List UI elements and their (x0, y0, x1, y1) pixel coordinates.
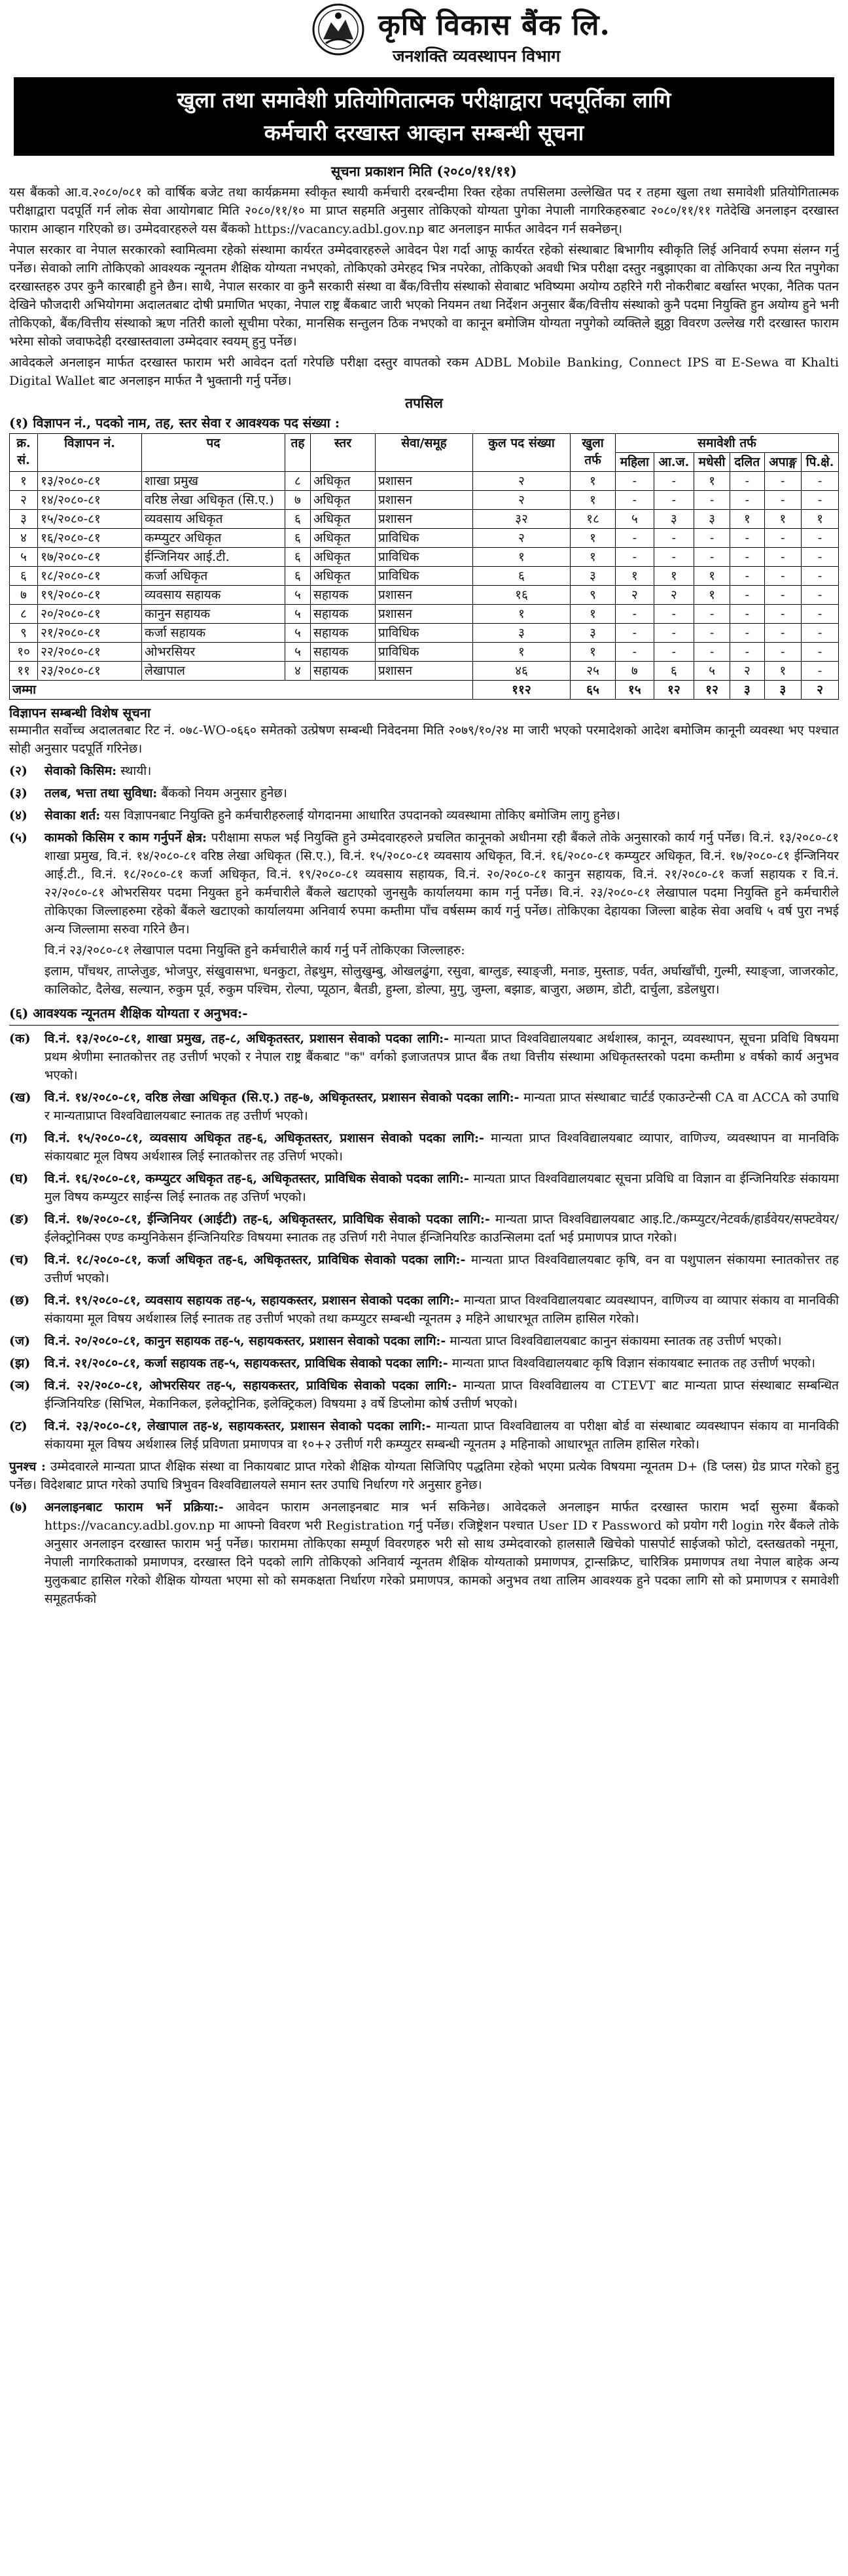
table-cell: - (730, 605, 764, 624)
table-cell: व्यवसाय सहायक (142, 586, 285, 605)
table-cell: ६ (654, 662, 694, 681)
table-cell: - (654, 548, 694, 567)
table-cell: प्राविधिक (376, 548, 473, 567)
table-cell: २ (654, 586, 694, 605)
table-cell: - (616, 605, 654, 624)
table-cell: - (694, 624, 730, 643)
total-cell: १५ (616, 681, 654, 700)
table-cell: २३/२०८०-८१ (38, 662, 142, 681)
total-cell: १२ (694, 681, 730, 700)
table-cell: १ (694, 586, 730, 605)
service-term-item-label: तलब, भत्ता तथा सुविधा: (44, 786, 158, 800)
table-cell: - (654, 529, 694, 548)
table-cell: १ (571, 605, 616, 624)
table-row (10, 643, 839, 662)
table-cell: - (730, 529, 764, 548)
qualification-item-label: वि.नं. १८/२०८०-८१, कर्जा अधिकृत तह-६, अधिकृतस्तर, प्राविधिक सेवाको पदका लागि:- (44, 1253, 466, 1267)
table-cell: १३/२०८०-८१ (38, 472, 142, 491)
qualification-item-text: मान्यता प्राप्त विश्वविद्यालयबाट व्यवस्थापन, वाणिज्य वा व्यापार संकाय वा मानविकी संकायमा मूल विषय अर्थशास्त्र लिई स्नातक तह उत्तीर्ण भएको तथा कम्प्युटर सम्बन्धी न्यूनतम ३ महिने आधारभूत तालिम हासिल गरेको। (44, 1293, 839, 1326)
intro-paragraph: नेपाल सरकार वा नेपाल सरकारको स्वामित्वमा रहेको संस्थामा कार्यरत उम्मेदवारहरुले आवेदन पेश गर्दा आफू कार्यरत रहेको संस्थाबाट बिभागीय स्वीकृति लिई अनिवार्य रुपमा संलग्न गर्नु पर्नेछ। सेवाको लागि तोकिएको आवश्यक न्यूनतम शैक्षिक योग्यता नभएको, तोकिएको उमेरहद भित्र नपरेका, तोकिएको अवधी भित्र परीक्षा दस्तुर नबुझाएका वा तोकिएका अन्य रित नपुगेका दरखास्तहरु उपर कुनै कारबाही हुने छैन। साथै, नेपाल सरकार वा कुनै सरकारी संस्था वा बैंक/वित्तीय संस्थाको सेवाबाट भविष्यमा अयोग्य ठहरिने गरी नोकरीबाट बर्खास्त भएका, नैतिक पतन देखिने फौजदारी अभियोगमा अदालतबाट दोषी प्रमाणित भएका, नेपाल राष्ट्र बैंकबाट जारी भएको नियमन तथा निर्देशन अनुसार बैंक/वित्तीय संस्थाको कुनै पदमा नियुक्ति हुन अयोग्य हुने भनी तोकिएको, बैंक/वित्तीय संस्थाको ऋण नतिरी कालो सूचीमा परेका, मानसिक सन्तुलन ठिक नभएको वा कानून बमोजिम योग्यता नपुगेको व्यक्तिले झुठ्ठा विवरण उल्लेख गरी दरखास्त फाराम भरेमा सोको जवाफदेही दरखास्तवाला उम्मेदवार स्वयम् हुनु पर्नेछ। (9, 243, 839, 349)
table-cell: - (764, 586, 802, 605)
table-cell: सहायक (311, 662, 376, 681)
table-cell: सहायक (311, 643, 376, 662)
service-term-item-number: (४) (9, 808, 27, 823)
table-cell: ९ (10, 624, 38, 643)
table-cell: प्राविधिक (376, 529, 473, 548)
district-note: वि.नं २३/२०८०-८१ लेखापाल पदमा नियुक्ति हुने कर्मचारीले कार्य गर्नु पर्ने तोकिएका जिल्लाहरु: (44, 943, 465, 957)
table-cell: - (654, 605, 694, 624)
table-row (10, 586, 839, 605)
table-cell: वरिष्ठ लेखा अधिकृत (सि.ए.) (142, 491, 285, 510)
notice-title-line2: कर्मचारी दरखास्त आव्हान सम्बन्धी सूचना (264, 120, 584, 145)
vacancy-table-body (10, 472, 839, 700)
table-cell: - (654, 643, 694, 662)
section-1-title: विज्ञापन नं., पदको नाम, तह, स्तर सेवा र आवश्यक पद संख्या : (33, 415, 340, 431)
total-cell: २ (802, 681, 839, 700)
table-cell: ईन्जिनियर आई.टी. (142, 548, 285, 567)
table-cell: २ (616, 586, 654, 605)
table-cell: २ (473, 529, 571, 548)
table-cell: प्रशासन (376, 662, 473, 681)
table-row (10, 529, 839, 548)
table-cell: ६ (285, 510, 311, 529)
table-cell: व्यवसाय अधिकृत (142, 510, 285, 529)
bank-logo-icon (311, 3, 365, 56)
service-term-item-text: परीक्षामा सफल भई नियुक्ति हुने उम्मेदवारहरुले प्रचलित कानूनको अधीनमा रही बैंकले तोके अनुसारको कार्य गर्नु पर्नेछ। वि.नं. १३/२०८०-८१ शाखा प्रमुख, वि.नं. १४/२०८०-८१ वरिष्ठ लेखा अधिकृत (सि.ए.), वि.नं. १५/२०८०-८१ व्यवसाय अधिकृत, वि.नं. १६/२०८०-८१ कम्प्युटर अधिकृत, वि.नं. १७/२०८०-८१ ईन्जिनियर आई.टी., वि.नं. १८/२०८०-८१ कर्जा अधिकृत, वि.नं. १९/२०८०-८१ व्यवसाय सहायक, वि.नं. २०/२०८०-८१ कानुन सहायक, वि.नं. २१/२०८०-८१ कर्जा सहायक र वि.नं. २२/२०८०-८१ ओभरसियर पदमा नियुक्त हुने कर्मचारीले बैंकले खटाएको जुनसुकै कार्यालयमा काम गर्नु पर्नेछ। वि.नं. २३/२०८०-८१ लेखापाल पदमा नियुक्ति हुने कर्मचारीले तोकिएका जिल्लाहरुमा रहेको बैंकले खटाएको कार्यालयमा अनिवार्य रुपमा कम्तीमा पाँच वर्षसम्म कार्य गर्नु पर्नेछ। तोकिएका देहायका जिल्ला बाहेक सेवा अवधि ५ वर्ष पुरा नभई अन्य जिल्लामा सरुवा गरिने छैन। (44, 831, 839, 937)
table-cell: सहायक (311, 624, 376, 643)
table-cell: - (616, 643, 654, 662)
qualification-item (9, 1291, 839, 1328)
table-cell: ११ (10, 662, 38, 681)
qualification-item-text: मान्यता प्राप्त विश्वविद्यालयबाट कृषि विज्ञान संकायबाट स्नातक तह उत्तीर्ण भएको। (448, 1356, 816, 1370)
table-cell: प्राविधिक (376, 567, 473, 586)
qualification-item-text: मान्यता प्राप्त संस्थाबाट चार्टर्ड एकाउन्टेन्सी CA वा ACCA को उपाधि र मान्यताप्राप्त विश्वविद्यालयबाट स्नातक तह उत्तीर्ण भएको। (44, 1090, 839, 1123)
table-row (10, 662, 839, 681)
table-cell: प्रशासन (376, 586, 473, 605)
table-cell: - (802, 643, 839, 662)
table-row (10, 472, 839, 491)
footnote-label: पुनश्च : (9, 1459, 46, 1474)
service-term-item-label: सेवाका शर्त: (44, 808, 101, 823)
col-header-grade: स्तर (311, 434, 376, 472)
table-cell: - (802, 624, 839, 643)
qualification-item (9, 1210, 839, 1247)
table-cell: शाखा प्रमुख (142, 472, 285, 491)
table-row (10, 624, 839, 643)
table-cell: १५/२०८०-८१ (38, 510, 142, 529)
table-cell: - (764, 605, 802, 624)
col-header-post: पद (142, 434, 285, 472)
notice-title-line1: खुला तथा समावेशी प्रतियोगितात्मक परीक्षाद्वारा पदपूर्तिका लागि (177, 87, 671, 113)
table-cell: १ (694, 567, 730, 586)
table-cell: - (616, 472, 654, 491)
table-cell: - (802, 529, 839, 548)
qualification-item (9, 1417, 839, 1454)
qualifications-section (9, 1029, 839, 1454)
qualification-item-text: मान्यता प्राप्त विश्वविद्यालयबाट व्यापार, वाणिज्य, व्यवस्थापन वा मानविकि संकायबाट मूल विषय अर्थशास्त्र लिई स्नातकोत्तर तह उत्तिर्ण भएको। (44, 1131, 839, 1164)
service-term-item (9, 762, 839, 780)
table-cell: १० (10, 643, 38, 662)
section-7-label: अनलाइनबाट फाराम भर्ने प्रक्रिया:- (44, 1500, 224, 1514)
table-cell: - (764, 472, 802, 491)
table-cell: - (730, 472, 764, 491)
table-cell: ३ (10, 510, 38, 529)
col-header-inclusive-sub: अपाङ्ग (764, 453, 802, 472)
table-cell: ६ (473, 567, 571, 586)
table-cell: - (694, 548, 730, 567)
table-cell: - (764, 643, 802, 662)
col-header-total: कुल पद संख्या (473, 434, 571, 472)
intro-paragraph: आवेदकले अनलाइन मार्फत दरखास्त फाराम भरी आवेदन दर्ता गरेपछि परीक्षा दस्तुर वापतको रकम ADBL Mobile Banking, Connect IPS वा E-Sewa वा Khalti Digital Wallet बाट अनलाइन मार्फत नै भुक्तानी गर्नु पर्नेछ। (9, 355, 839, 388)
qualification-item-text: मान्यता प्राप्त विश्वविद्यालयबाट कृषि, वन वा पशुपालन संकायमा स्नातकोत्तर तह उत्तीर्ण भएको। (44, 1253, 839, 1285)
notice-title-banner (14, 77, 834, 156)
table-cell: ५ (616, 510, 654, 529)
table-cell: - (730, 548, 764, 567)
col-header-inclusive-sub: महिला (616, 453, 654, 472)
col-header-inclusive-sub: आ.ज. (654, 453, 694, 472)
table-cell: ३ (694, 510, 730, 529)
table-cell: ५ (285, 586, 311, 605)
table-cell: ३२ (473, 510, 571, 529)
qualification-item-number: (ग) (9, 1131, 28, 1145)
table-cell: १ (571, 491, 616, 510)
table-cell: - (694, 529, 730, 548)
table-cell: - (802, 548, 839, 567)
section-6-title: आवश्यक न्यूनतम शैक्षिक योग्यता र अनुभव:- (33, 1005, 248, 1021)
table-cell: सहायक (311, 605, 376, 624)
table-row (10, 548, 839, 567)
table-cell: - (730, 491, 764, 510)
table-cell: १ (764, 662, 802, 681)
table-cell: - (730, 567, 764, 586)
table-cell: १६/२०८०-८१ (38, 529, 142, 548)
table-cell: ५ (285, 605, 311, 624)
qualification-item-text: मान्यता प्राप्त विश्वविद्यालयबाट आइ.टि./कम्प्युटर/नेटवर्क/हार्डवेयर/सफ्टवेयर/ईलेक्ट्रोनिक्स एण्ड कम्युनिकेसन ईन्जिनियरिङ विषयमा स्नातक तह उत्तिर्ण गरी नेपाल ईन्जिनियरिङ काउन्सिलमा दर्ता भई प्रमाणपत्र प्राप्त गरेको। (44, 1212, 839, 1245)
service-term-item-text: बैंकको नियम अनुसार हुनेछ। (157, 786, 287, 800)
col-header-open: खुला तर्फ (571, 434, 616, 472)
table-cell: १६ (473, 586, 571, 605)
table-cell: - (654, 624, 694, 643)
table-cell: - (764, 624, 802, 643)
total-cell: १२ (654, 681, 694, 700)
table-cell: ३ (654, 510, 694, 529)
table-cell: ७ (10, 586, 38, 605)
qualification-item (9, 1354, 839, 1372)
table-cell: ६ (285, 548, 311, 567)
department-name: जनशक्ति व्यवस्थापन विभाग (393, 46, 561, 65)
table-cell: प्राविधिक (376, 624, 473, 643)
qualification-item-label: वि.नं. १९/२०८०-८१, व्यवसाय सहायक तह-५, सहायकस्तर, प्रशासन सेवाको पदका लागि:- (44, 1293, 460, 1308)
qualification-item-number: (ङ) (9, 1212, 29, 1226)
table-row (10, 605, 839, 624)
intro-section (9, 183, 839, 390)
table-cell: १ (571, 529, 616, 548)
qualification-item (9, 1088, 839, 1125)
table-cell: - (764, 529, 802, 548)
col-header-sn: क्र. सं. (10, 434, 38, 472)
col-header-service: सेवा/समूह (376, 434, 473, 472)
table-cell: - (802, 662, 839, 681)
qualification-item (9, 1129, 839, 1166)
footnote (9, 1458, 839, 1494)
col-header-level: तह (285, 434, 311, 472)
table-cell: अधिकृत (311, 548, 376, 567)
table-cell: - (802, 567, 839, 586)
table-cell: ८ (285, 472, 311, 491)
vacancy-table (9, 433, 839, 700)
service-term-item-number: (३) (9, 786, 27, 800)
table-cell: १ (764, 510, 802, 529)
section-1-number: (१) (9, 415, 29, 431)
table-cell: - (616, 491, 654, 510)
qualification-item-number: (क) (9, 1031, 31, 1046)
table-cell: २५ (571, 662, 616, 681)
table-cell: ६ (285, 529, 311, 548)
service-term-item (9, 806, 839, 825)
qualification-item-label: वि.नं. १६/२०८०-८१, कम्प्युटर अधिकृत तह-६, अधिकृतस्तर, प्राविधिक सेवाको पदका लागि:- (44, 1172, 469, 1186)
table-heading: तपसिल (405, 395, 443, 411)
table-cell: ३ (473, 624, 571, 643)
table-cell: - (802, 472, 839, 491)
table-cell: - (694, 643, 730, 662)
table-cell: - (764, 567, 802, 586)
table-cell: कानुन सहायक (142, 605, 285, 624)
table-cell: अधिकृत (311, 491, 376, 510)
service-term-item-text: यस विज्ञापनबाट नियुक्ति हुने कर्मचारीहरुलाई योगदानमा आधारित उपदानको व्यवस्थामा तोकिए बमोजिम लागु हुनेछ। (100, 808, 620, 823)
table-cell: - (730, 624, 764, 643)
table-cell: ४६ (473, 662, 571, 681)
service-term-item-number: (२) (9, 764, 27, 778)
table-cell: प्रशासन (376, 605, 473, 624)
section-6-heading (9, 1004, 839, 1022)
qualification-item-label: वि.नं. १७/२०८०-८१, ईन्जिनियर (आईटी) तह-६, अधिकृतस्तर, प्राविधिक सेवाको पदका लागि:- (44, 1212, 490, 1226)
table-cell: - (730, 643, 764, 662)
table-cell: प्रशासन (376, 472, 473, 491)
qualification-item-number: (च) (9, 1253, 29, 1267)
table-cell: - (654, 491, 694, 510)
table-cell: कर्जा अधिकृत (142, 567, 285, 586)
district-list: इलाम, पाँचथर, ताप्लेजुङ, भोजपुर, संखुवासभा, धनकुटा, तेह्रथुम, सोलुखुम्बु, ओखलढुंगा, रसुवा, बाग्लुङ, स्याङ्जी, मनाङ, मुस्ताङ, पर्वत, अर्घाखाँची, गुल्मी, स्याङ्जा, जाजरकोट, कालिकोट, दैलेख, सल्यान, रुकुम पूर्व, रुकुम पश्चिम, रोल्पा, प्यूठान, बैतडी, हुम्ला, डोल्पा, मुगु, जुम्ला, बझाङ, बाजुरा, अछाम, डोटी, दार्चुला, डडेलधुरा। (44, 964, 839, 997)
qualification-item-label: वि.नं. २२/२०८०-८१, ओभरसियर तह-५, सहायकस्तर, प्राविधिक सेवाको पदका लागि:- (44, 1378, 457, 1393)
table-cell: ५ (10, 548, 38, 567)
total-label: जम्मा (10, 681, 473, 700)
table-cell: १ (694, 472, 730, 491)
table-cell: २ (730, 662, 764, 681)
table-cell: अधिकृत (311, 510, 376, 529)
col-header-inclusive-sub: मधेसी (694, 453, 730, 472)
col-header-inclusive: समावेशी तर्फ (616, 434, 839, 453)
qualification-item-number: (ज) (9, 1334, 31, 1348)
table-cell: २ (10, 491, 38, 510)
table-cell: १ (473, 548, 571, 567)
footnote-text: उम्मेदवारले मान्यता प्राप्त शैक्षिक संस्था वा निकायबाट प्राप्त गरेको शैक्षिक योग्यता सिजिपिए पद्धतिमा रहेको भएमा प्रत्येक विषयमा न्यूनतम D+ (डि प्लस) ग्रेड प्राप्त गरेको हुनु पर्नेछ। विदेशबाट प्राप्त गरेको उपाधि त्रिभुवन विश्वविद्यालयले समान स्तर उपाधि निर्धारण गरे अनुसार हुनेछ। (9, 1459, 839, 1492)
total-cell: ११२ (473, 681, 571, 700)
table-cell: १ (473, 605, 571, 624)
qualification-item-label: वि.नं. १४/२०८०-८१, वरिष्ठ लेखा अधिकृत (सि.ए.) तह-७, अधिकृतस्तर, प्रशासन सेवाको पदका लागि:- (44, 1090, 520, 1105)
qualification-item (9, 1029, 839, 1084)
table-row (10, 567, 839, 586)
qualification-item-label: वि.नं. २१/२०८०-८१, कर्जा सहायक तह-५, सहायकस्तर, प्राविधिक सेवाको पदका लागि:- (44, 1356, 448, 1370)
qualification-item-text: मान्यता प्राप्त विश्वविद्यालयबाट सूचना प्रविधि वा विज्ञान वा ईन्जिनियरिङ संकायमा मुल विषय कम्प्युटर साईन्स लिई स्नातक तह उत्तिर्ण भएको। (44, 1172, 839, 1204)
qualification-item-number: (ञ) (9, 1378, 31, 1393)
table-cell: ७ (616, 662, 654, 681)
qualification-item-text: मान्यता प्राप्त विश्वविद्यालय वा परीक्षा बोर्ड वा संस्थाबाट व्यवस्थापन संकाय वा मानविकी संकायमा मूल विषय अर्थशास्त्र लिई प्रविणता प्रमाणपत्र वा १०+२ उत्तीर्ण गरी कम्प्युटर सम्बन्धी न्यूनतम ३ महिनाको आधारभूत तालिम हासिल गरेको। (44, 1419, 839, 1452)
qualification-item-label: वि.नं. २३/२०८०-८१, लेखापाल तह-४, सहायकस्तर, प्रशासन सेवाको पदका लागि:- (44, 1419, 431, 1433)
table-cell: १ (571, 472, 616, 491)
qualification-item-label: वि.नं. १५/२०८०-८१, व्यवसाय अधिकृत तह-६, अधिकृतस्तर, प्रशासन सेवाको पदका लागि:- (44, 1131, 484, 1145)
table-cell: २ (473, 472, 571, 491)
section-7-text: आवेदन फाराम अनलाइनबाट मात्र भर्न सकिनेछ। आवेदकले अनलाइन मार्फत दरखास्त फाराम भर्दा सुरुमा बैंकको https://vacancy.adbl.gov.np मा आफ्नो विवरण भरी Registration गर्नु पर्नेछ। रजिष्ट्रेशन पश्चात User ID र Password को प्रयोग गरी login गरेर बैंकले तोके अनुसार अनलाइन दरखास्त फाराम भर्नु पर्नेछ। फाराममा तोकिएका सम्पूर्ण विवरणहरु भरी सो साथ उम्मेदवारको हालसालै खिचेको पासपोर्ट साईजको फोटो, दस्तखतको नमूना, नेपाली नागरिकताको प्रमाणपत्र, दरखास्त दिने पदको लागि तोकिएको अनिवार्य न्यूनतम शैक्षिक योग्यताको प्रमाणपत्र, ट्रान्सक्रिप्ट, चारित्रिक प्रमाणपत्र तथा नेपाल बाहेक अन्य मुलुकबाट हासिल गरेको शैक्षिक योग्यता भएमा सो को समकक्षता निर्धारण गरेको प्रमाणपत्र, कामको अनुभव तथा तालिम आवश्यक हुने पदका लागि सो को प्रमाणपत्र र समावेशी समूहतर्फको (44, 1500, 839, 1606)
qualification-item-number: (झ) (9, 1356, 31, 1370)
section-7 (9, 1498, 839, 1608)
table-cell: १८ (571, 510, 616, 529)
qualification-item-number: (ट) (9, 1419, 27, 1433)
table-cell: प्रशासन (376, 491, 473, 510)
col-header-inclusive-sub: दलित (730, 453, 764, 472)
total-cell: ३ (764, 681, 802, 700)
total-cell: ३ (730, 681, 764, 700)
service-term-item-label: कामको किसिम र काम गर्नुपर्ने क्षेत्र: (44, 831, 207, 845)
table-cell: ९ (571, 586, 616, 605)
table-cell: - (654, 472, 694, 491)
qualification-item-label: वि.नं. २०/२०८०-८१, कानुन सहायक तह-५, सहायकस्तर, प्रशासन सेवाको पदका लागि:- (44, 1334, 446, 1348)
table-cell: ५ (285, 624, 311, 643)
service-term-item (9, 784, 839, 802)
intro-paragraph: यस बैंकको आ.व.२०८०/०८१ को वार्षिक बजेट तथा कार्यक्रममा स्वीकृत स्थायी कर्मचारी दरबन्दीमा रिक्त रहेका तपसिलमा उल्लेखित पद र तहमा खुला तथा समावेशी प्रतियोगितात्मक परीक्षाद्वारा पदपूर्ति गर्न लोक सेवा आयोगबाट मिति २०८०/११/१० मा प्राप्त सहमति अनुसार तोकिएको योग्यता पुगेका नेपाली नागरिकहरुबाट २०८०/११/११ गतेदेखि अनलाइन दरखास्त फाराम आव्हान गरिएको छ। उम्मेदवारहरुले यस बैंकको https://vacancy.adbl.gov.np बाट अनलाइन मार्फत आवेदन गर्न सक्नेछन्। (9, 185, 839, 236)
table-cell: - (616, 624, 654, 643)
table-cell: ३ (571, 567, 616, 586)
table-cell: १ (10, 472, 38, 491)
qualification-item-label: वि.नं. १३/२०८०-८१, शाखा प्रमुख, तह-८, अधिकृतस्तर, प्रशासन सेवाको पदका लागि:- (44, 1031, 450, 1046)
table-cell: प्रशासन (376, 510, 473, 529)
table-cell: २ (473, 491, 571, 510)
table-cell: १ (654, 567, 694, 586)
table-cell: - (694, 605, 730, 624)
table-cell: १ (571, 643, 616, 662)
table-cell: अधिकृत (311, 472, 376, 491)
qualification-item (9, 1376, 839, 1413)
qualification-item (9, 1251, 839, 1287)
table-cell: १४/२०८०-८१ (38, 491, 142, 510)
qualification-item (9, 1170, 839, 1206)
table-cell: - (802, 586, 839, 605)
table-cell: ४ (285, 662, 311, 681)
qualification-item-number: (छ) (9, 1293, 30, 1308)
table-cell: - (616, 548, 654, 567)
table-cell: ४ (10, 529, 38, 548)
table-cell: - (694, 491, 730, 510)
table-cell: २०/२०८०-८१ (38, 605, 142, 624)
table-cell: ५ (285, 643, 311, 662)
service-term-item-text: स्थायी। (116, 764, 152, 778)
section-6-number: (६) (9, 1005, 29, 1021)
bank-name: कृषि विकास बैंक लि. (378, 9, 610, 42)
section-7-number: (७) (9, 1500, 27, 1514)
table-cell: कर्जा सहायक (142, 624, 285, 643)
table-cell: - (764, 548, 802, 567)
table-cell: कम्प्युटर अधिकृत (142, 529, 285, 548)
table-cell: - (802, 605, 839, 624)
table-row (10, 491, 839, 510)
table-cell: ओभरसियर (142, 643, 285, 662)
table-cell: १ (730, 510, 764, 529)
table-cell: - (730, 586, 764, 605)
service-term-item-number: (५) (9, 831, 27, 845)
table-cell: १९/२०८०-८१ (38, 586, 142, 605)
letterhead (9, 0, 839, 77)
table-cell: १ (616, 567, 654, 586)
table-cell: ७ (285, 491, 311, 510)
table-cell: ५ (694, 662, 730, 681)
table-cell: लेखापाल (142, 662, 285, 681)
qualification-item-text: मान्यता प्राप्त विश्वविद्यालय वा CTEVT बाट मान्यता प्राप्त संस्थाबाट सम्बन्धित ईन्जिनियरिङ (सिभिल, मेकानिकल, इलेक्ट्रोनिक, इलेक्ट्रिकल) विषयमा ३ वर्षे डिप्लोमा कोर्ष उत्तीर्ण भएको। (44, 1378, 839, 1411)
special-notice-title: विज्ञापन सम्बन्धी विशेष सूचना (9, 705, 151, 721)
table-cell: अधिकृत (311, 567, 376, 586)
qualification-item-text: मान्यता प्राप्त विश्वविद्यालयबाट कानुन संकायमा स्नातक तह उत्तीर्ण भएको। (446, 1334, 782, 1348)
qualification-item-number: (ख) (9, 1090, 31, 1105)
publication-date: सूचना प्रकाशन मिति (२०८०/११/११) (331, 163, 517, 179)
table-cell: प्राविधिक (376, 643, 473, 662)
table-cell: १ (473, 643, 571, 662)
table-cell: अधिकृत (311, 529, 376, 548)
qualification-item (9, 1332, 839, 1350)
table-cell: ६ (10, 567, 38, 586)
table-cell: १ (802, 510, 839, 529)
table-cell: - (802, 491, 839, 510)
total-cell: ६५ (571, 681, 616, 700)
table-cell: २२/२०८०-८१ (38, 643, 142, 662)
table-cell: १७/२०८०-८१ (38, 548, 142, 567)
col-header-adv-no: विज्ञापन नं. (38, 434, 142, 472)
table-cell: १ (571, 548, 616, 567)
service-term-item (9, 829, 839, 939)
divider (9, 1025, 839, 1026)
table-cell: - (764, 491, 802, 510)
table-cell: ३ (571, 624, 616, 643)
table-cell: - (616, 529, 654, 548)
table-total-row (10, 681, 839, 700)
service-terms-section (9, 762, 839, 939)
table-cell: सहायक (311, 586, 376, 605)
qualification-item-text: मान्यता प्राप्त विश्वविद्यालयबाट अर्थशास्त्र, कानून, व्यवस्थापन, सूचना प्रविधि विषयमा प्रथम श्रेणीमा स्नातकोत्तर तह उत्तीर्ण भएको र नेपाल राष्ट्र बैंकबाट "क" वर्गको इजाजतपत्र प्राप्त बैंक तथा वित्तीय संस्थामा अधिकृतस्तरको पदमा कम्तीमा ४ वर्षको कार्य अनुभव भएको। (44, 1031, 839, 1082)
table-cell: २१/२०८०-८१ (38, 624, 142, 643)
table-row (10, 510, 839, 529)
special-notice-text: सम्मानीत सर्वोच्च अदालतबाट रिट नं. ०७८-WO-०६६० समेतको उत्प्रेषण सम्बन्धी निवेदनमा मिति २०७९/१०/२४ मा जारी भएको परमादेशको आदेश बमोजिम कानूनी व्यवस्था भए पश्चात सोही अनुसार पदपूर्ति गरिनेछ। (9, 723, 839, 756)
table-cell: ६ (285, 567, 311, 586)
table-cell: १८/२०८०-८१ (38, 567, 142, 586)
table-cell: ८ (10, 605, 38, 624)
service-term-item-label: सेवाको किसिम: (44, 764, 117, 778)
col-header-inclusive-sub: पि.क्षे. (802, 453, 839, 472)
section-1-heading (9, 414, 839, 432)
qualification-item-number: (घ) (9, 1172, 29, 1186)
